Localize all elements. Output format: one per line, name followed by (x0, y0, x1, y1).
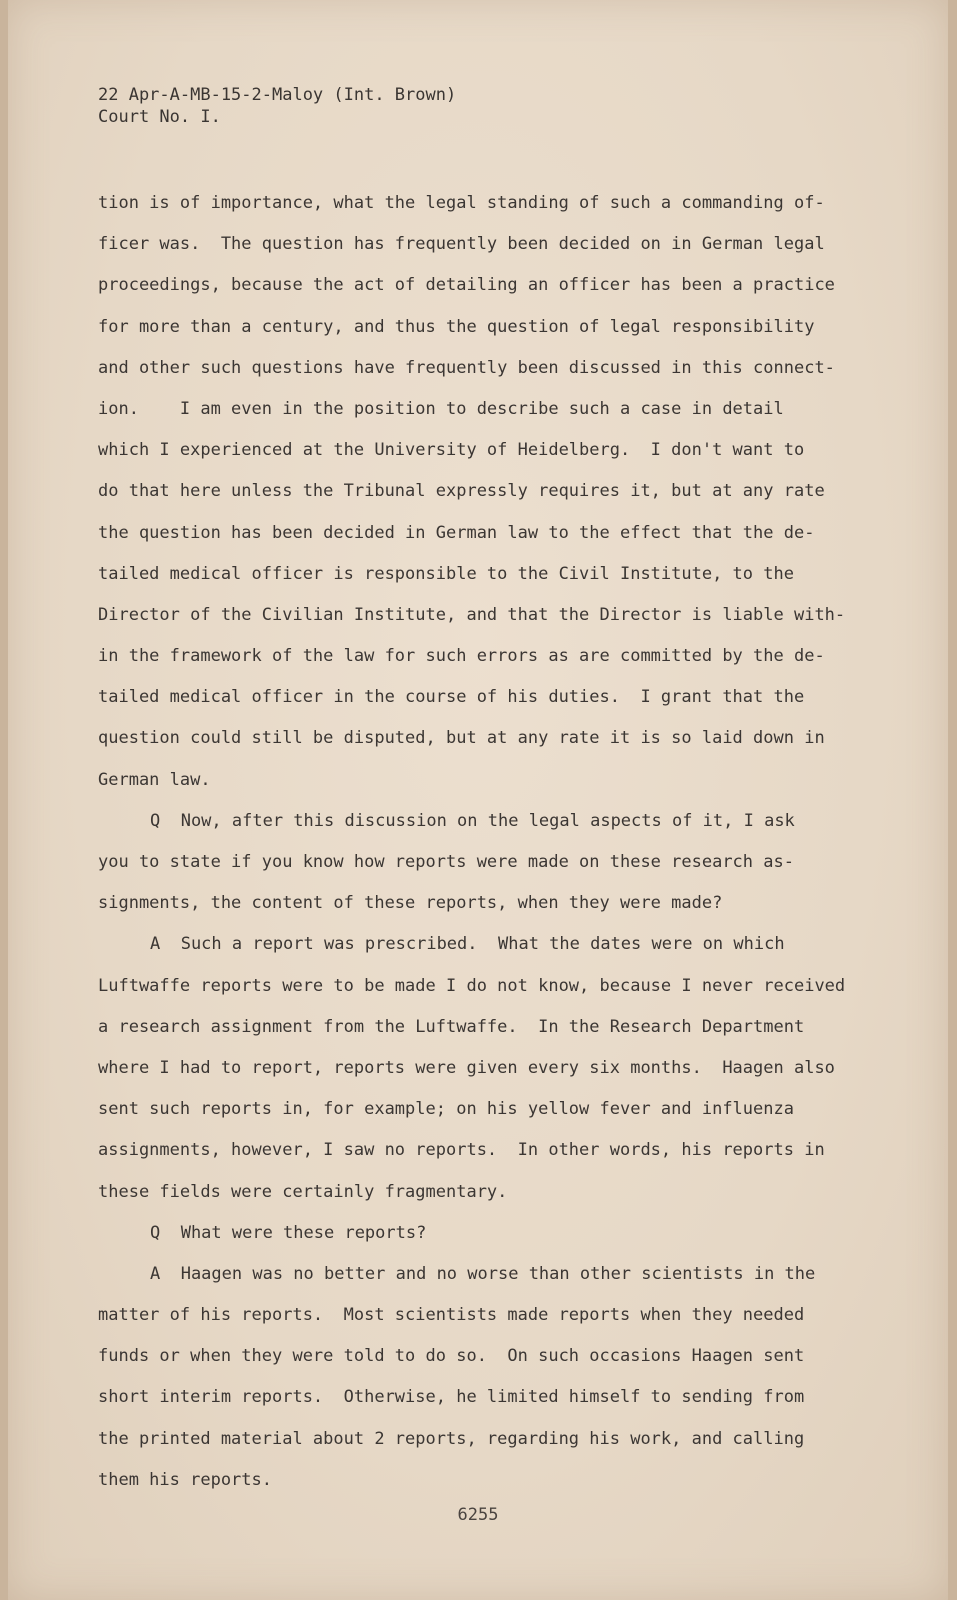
transcript-line: the printed material about 2 reports, regarding his work, and calling (98, 1428, 805, 1449)
transcript-line: a research assignment from the Luftwaffe. In the Research Department (98, 1016, 805, 1037)
transcript-line: sent such reports in, for example; on his yellow fever and influenza (98, 1099, 794, 1120)
transcript-body (98, 183, 858, 1501)
transcript-line: proceedings, because the act of detailing an officer has been a practice (98, 275, 835, 296)
transcript-line: the question has been decided in German law to the effect that the de- (98, 522, 815, 543)
transcript-line: tailed medical officer in the course of his duties. I grant that the (98, 687, 805, 708)
transcript-line: assignments, however, I saw no reports. In other words, his reports in (98, 1140, 825, 1161)
transcript-line: you to state if you know how reports were made on these research as- (98, 852, 794, 872)
transcript-line: in the framework of the law for such errors as are committed by the de- (98, 646, 825, 667)
transcript-line: tailed medical officer is responsible to the Civil Institute, to the (98, 563, 794, 584)
transcript-line: question could still be disputed, but at any rate it is so laid down in (98, 728, 825, 749)
transcript-line: Q Now, after this discussion on the legal aspects of it, I ask (150, 810, 795, 831)
transcript-line: Q What were these reports? (150, 1222, 427, 1243)
transcript-line: funds or when they were told to do so. On such occasions Haagen sent (98, 1346, 805, 1367)
header-session-line: 22 Apr-A-MB-15-2-Maloy (Int. Brown) (98, 85, 457, 105)
transcript-line: German law. (98, 769, 211, 790)
transcript-line: A Haagen was no better and no worse than other scientists in the (150, 1263, 816, 1284)
document-header (98, 84, 456, 128)
transcript-line: Director of the Civilian Institute, and that the Director is liable with- (98, 604, 846, 625)
transcript-line: short interim reports. Otherwise, he limited himself to sending from (98, 1387, 805, 1408)
transcript-line: ficer was. The question has frequently been decided on in German legal (98, 234, 825, 255)
transcript-line: and other such questions have frequently been discussed in this connect- (98, 357, 835, 378)
transcript-line: them his reports. (98, 1469, 272, 1490)
transcript-line: which I experienced at the University of Heidelberg. I don't want to (98, 440, 805, 461)
transcript-line: matter of his reports. Most scientists made reports when they needed (98, 1305, 805, 1326)
transcript-line: ion. I am even in the position to describe such a case in detail (98, 398, 784, 419)
transcript-line: do that here unless the Tribunal expressly requires it, but at any rate (98, 481, 825, 502)
transcript-line: for more than a century, and thus the question of legal responsibility (98, 316, 815, 337)
header-court-line: Court No. I. (98, 107, 221, 127)
transcript-line: A Such a report was prescribed. What the dates were on which (150, 934, 785, 955)
document-page (8, 0, 948, 1600)
transcript-line: tion is of importance, what the legal standing of such a commanding of- (98, 193, 825, 213)
transcript-line: Luftwaffe reports were to be made I do not know, because I never received (98, 975, 846, 996)
page-number: 6255 (457, 1505, 499, 1525)
transcript-line: where I had to report, reports were given every six months. Haagen also (98, 1057, 835, 1078)
transcript-line: these fields were certainly fragmentary. (98, 1181, 508, 1202)
transcript-line: signments, the content of these reports, when they were made? (98, 893, 723, 914)
